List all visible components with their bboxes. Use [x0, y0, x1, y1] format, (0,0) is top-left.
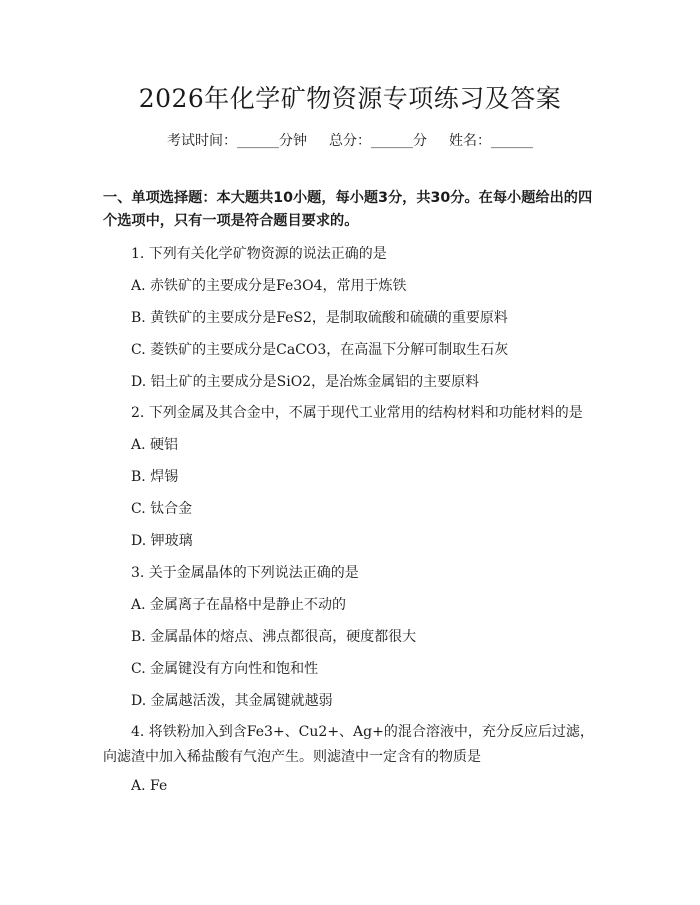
question-2-stem: 2. 下列金属及其合金中，不属于现代工业常用的结构材料和功能材料的是: [131, 405, 583, 421]
question-2-option-b: B. 焊锡: [131, 469, 179, 485]
question-1-stem: 1. 下列有关化学矿物资源的说法正确的是: [131, 246, 387, 262]
exam-info-line: [0, 131, 700, 151]
question-4-option-a: A. Fe: [131, 778, 168, 794]
question-4-stem: 4. 将铁粉加入到含Fe3+、Cu2+、Ag+的混合溶液中，充分反应后过滤，向滤渣中加入稀盐酸有气泡产生。则滤渣中一定含有的物质是: [103, 724, 594, 765]
question-2-option-c: C. 钛合金: [131, 501, 193, 517]
question-1-option-c: C. 菱铁矿的主要成分是CaCO3，在高温下分解可制取生石灰: [131, 342, 509, 358]
section-heading: 一、单项选择题：本大题共10小题，每小题3分，共30分。在每小题给出的四个选项中，只有一项是符合题目要求的。: [103, 190, 593, 229]
question-3-option-c: C. 金属键没有方向性和饱和性: [131, 661, 319, 677]
question-1-option-a: A. 赤铁矿的主要成分是Fe3O4，常用于炼铁: [131, 278, 407, 294]
question-2-option-a: A. 硬铝: [131, 437, 179, 453]
question-1-option-d: D. 铝土矿的主要成分是SiO2，是冶炼金属铝的主要原料: [131, 374, 480, 390]
question-3-option-b: B. 金属晶体的熔点、沸点都很高，硬度都很大: [131, 629, 417, 645]
student-name-field: 姓名：______: [449, 133, 533, 149]
question-3-stem: 3. 关于金属晶体的下列说法正确的是: [131, 565, 359, 581]
total-score-field: 总分：______分: [329, 133, 427, 149]
exam-time-field: 考试时间：______分钟: [167, 133, 307, 149]
question-3-option-a: A. 金属离子在晶格中是静止不动的: [131, 597, 347, 613]
question-1-option-b: B. 黄铁矿的主要成分是FeS2，是制取硫酸和硫磺的重要原料: [131, 310, 508, 326]
question-2-option-d: D. 钾玻璃: [131, 533, 193, 549]
page-title: 2026年化学矿物资源专项练习及答案: [138, 84, 562, 113]
question-3-option-d: D. 金属越活泼，其金属键就越弱: [131, 693, 333, 709]
